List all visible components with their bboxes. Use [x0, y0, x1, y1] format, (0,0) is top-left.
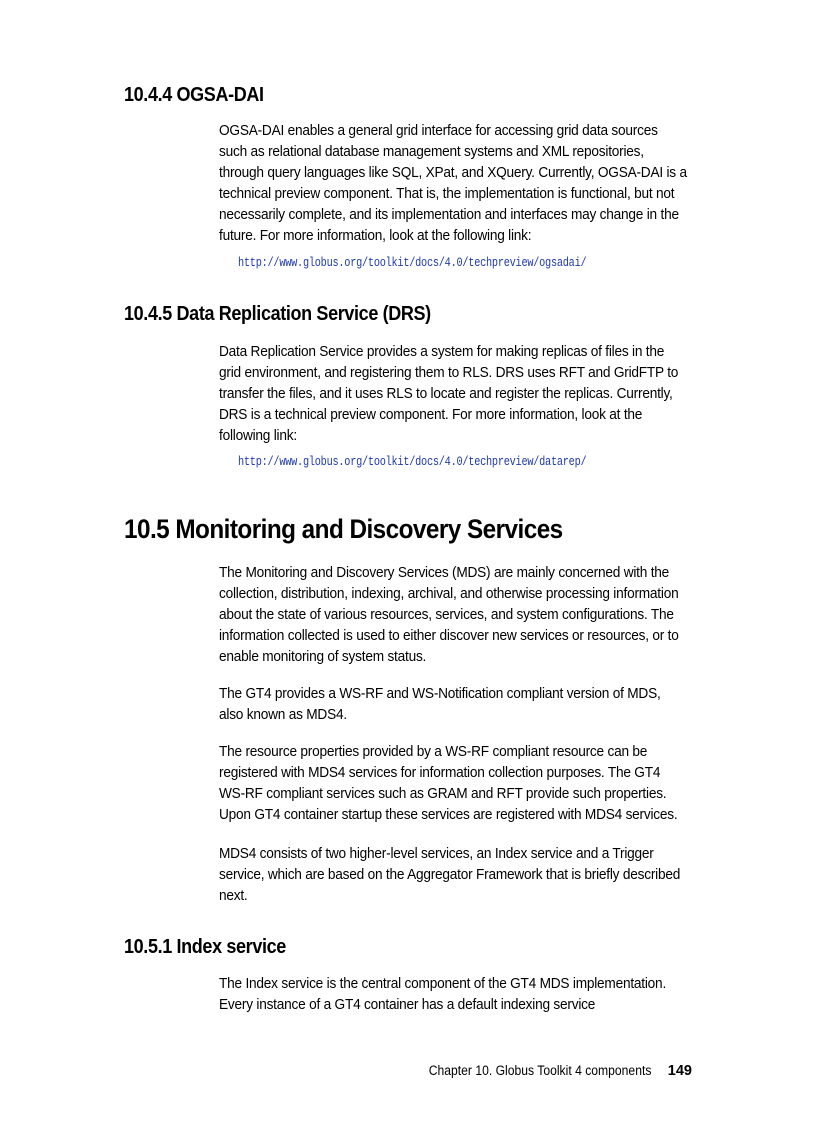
footer-chapter-title: Chapter 10. Globus Toolkit 4 components: [429, 1063, 652, 1078]
section-heading-10-5-1: 10.5.1 Index service: [124, 936, 286, 958]
paragraph-resource-properties: The resource properties provided by a WS-RF compliant resource can be registered with MDS4 services for information collection purposes. The GT4 WS-RF compliant services such as GRAM and RFT provide such properties. Upon GT4 container startup these services are registered with MDS4 services.: [219, 743, 678, 823]
link-ogsadai[interactable]: http://www.globus.org/toolkit/docs/4.0/techpreview/ogsadai/: [238, 256, 587, 270]
paragraph-mds4: The GT4 provides a WS-RF and WS-Notification compliant version of MDS, also known as MDS4.: [219, 685, 661, 723]
paragraph-mds4-services: MDS4 consists of two higher-level services, an Index service and a Trigger service, which are based on the Aggregator Framework that is briefly described next.: [219, 845, 681, 904]
section-heading-10-5: 10.5 Monitoring and Discovery Services: [124, 514, 563, 544]
paragraph-ogsa-dai: OGSA-DAI enables a general grid interface for accessing grid data sources such as relational database management systems and XML repositories, through query languages like SQL, XPat, and XQuery. Currently, OGSA-DAI is a technical preview component. That is, the implementation is functional, but not necessarily complete, and its implementation and interfaces may change in the future. For more information, look at the following link:: [219, 122, 687, 244]
link-datarep[interactable]: http://www.globus.org/toolkit/docs/4.0/techpreview/datarep/: [238, 455, 587, 469]
page-number: 149: [667, 1063, 692, 1079]
paragraph-mds-intro: The Monitoring and Discovery Services (MDS) are mainly concerned with the collection, distribution, indexing, archival, and otherwise processing information about the state of various resources, services, and system configurations. The information collected is used to either discover new services or resources, or to enable monitoring of system status.: [219, 564, 679, 665]
page-footer: [0, 1063, 692, 1079]
section-heading-10-4-5: 10.4.5 Data Replication Service (DRS): [124, 303, 431, 325]
paragraph-index-service: The Index service is the central component of the GT4 MDS implementation. Every instance of a GT4 container has a default indexing service: [219, 975, 667, 1013]
paragraph-drs: Data Replication Service provides a system for making replicas of files in the grid environment, and registering them to RLS. DRS uses RFT and GridFTP to transfer the files, and it uses RLS to locate and register the replicas. Currently, DRS is a technical preview component. For more information, look at the following link:: [219, 343, 679, 444]
section-heading-10-4-4: 10.4.4 OGSA-DAI: [124, 84, 264, 106]
